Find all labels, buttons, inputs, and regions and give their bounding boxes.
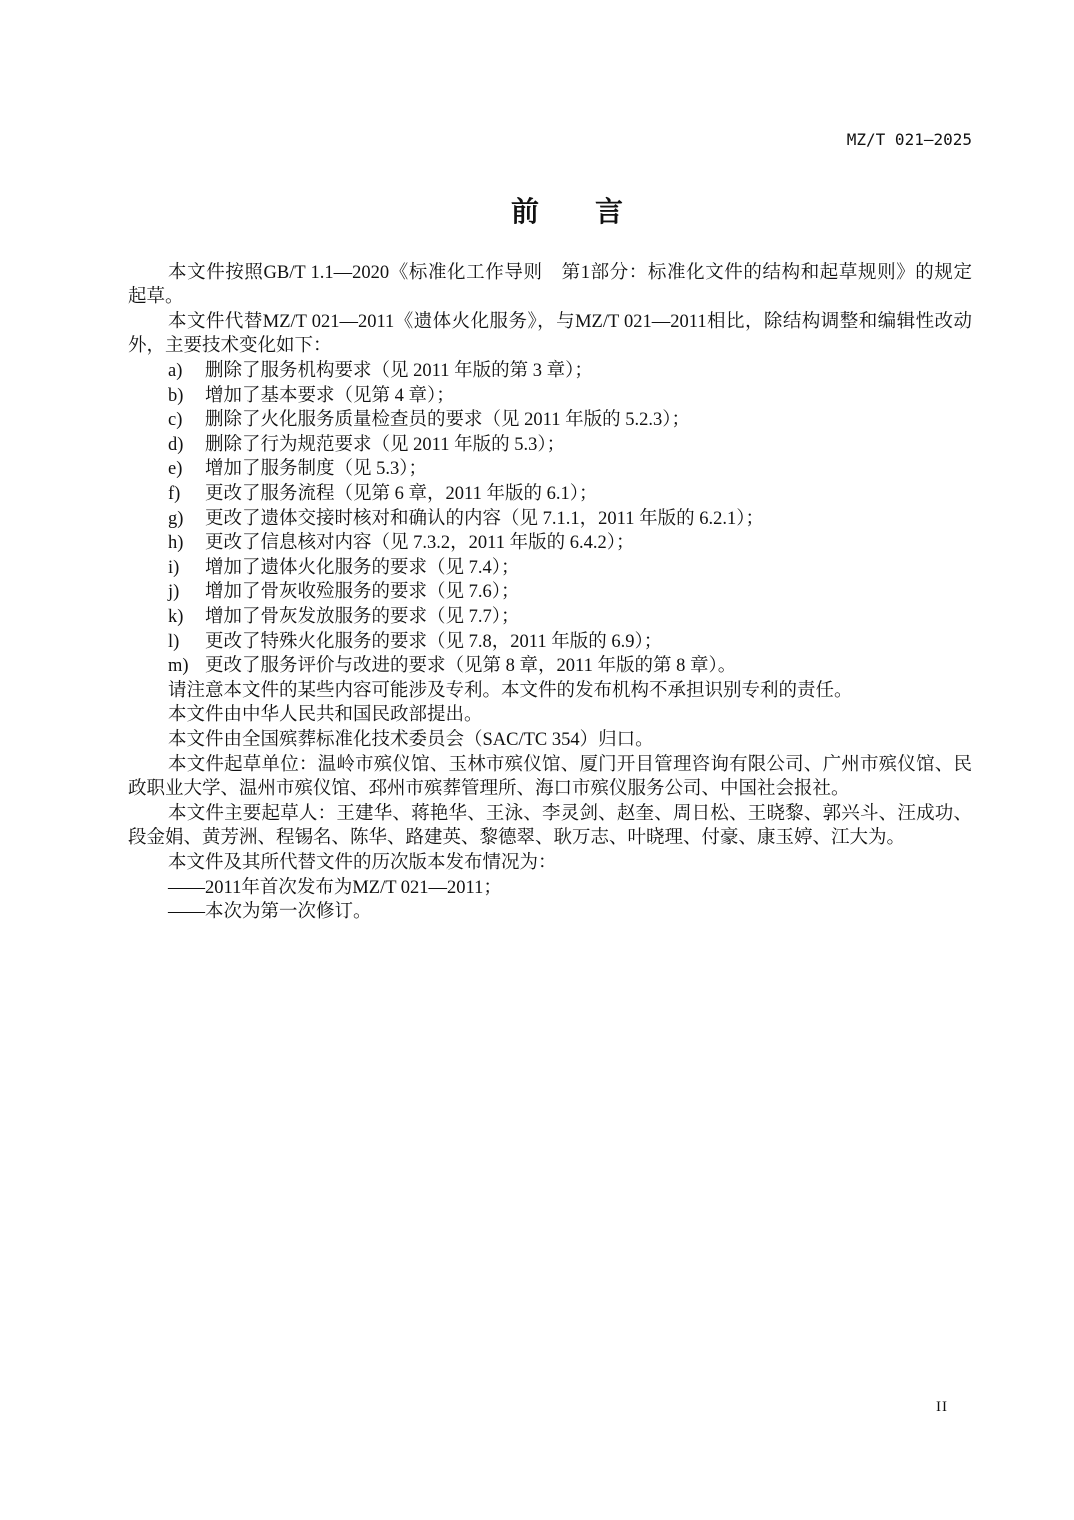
change-item-label: i) [168, 557, 180, 578]
change-item [168, 605, 972, 630]
change-item [168, 531, 972, 556]
centralized-by: 本文件由全国殡葬标准化技术委员会（SAC/TC 354）归口。 [168, 729, 654, 750]
change-item [168, 507, 972, 532]
change-item [168, 580, 972, 605]
drafting-basis-line-1: 本文件按照GB/T 1.1—2020《标准化工作导则 第1部分：标准化文件的结构和起草规则》的规定 [168, 262, 972, 283]
change-item-text: 更改了服务流程（见第 6 章，2011 年版的 6.1）； [205, 484, 598, 505]
change-item [168, 482, 972, 507]
replacement-line-1: 本文件代替MZ/T 021—2011《遗体火化服务》，与MZ/T 021—2011相比，除结构调整和编辑性改动 [168, 311, 972, 332]
change-item-label: e) [168, 459, 183, 480]
history-entry: ——本次为第一次修订。 [168, 902, 372, 923]
change-item [168, 359, 972, 384]
change-item-label: b) [168, 385, 184, 406]
change-item-label: j) [168, 582, 180, 603]
change-item-label: l) [168, 631, 180, 652]
change-item-text: 增加了遗体火化服务的要求（见 7.4）； [205, 557, 520, 578]
change-item-label: c) [168, 410, 183, 431]
change-item-text: 更改了信息核对内容（见 7.3.2，2011 年版的 6.4.2）； [205, 533, 635, 554]
change-item-text: 删除了服务机构要求（见 2011 年版的第 3 章）； [205, 361, 593, 382]
change-item-text: 增加了骨灰收殓服务的要求（见 7.6）； [205, 582, 520, 603]
history-intro: 本文件及其所代替文件的历次版本发布情况为： [168, 852, 557, 873]
change-item-label: m) [168, 656, 189, 677]
change-item [168, 556, 972, 581]
change-item-text: 删除了行为规范要求（见 2011 年版的 5.3）； [205, 434, 566, 455]
change-item [168, 654, 972, 679]
drafting-units-line-2: 政职业大学、温州市殡仪馆、邳州市殡葬管理所、海口市殡仪服务公司、中国社会报社。 [128, 779, 850, 800]
drafters-line-2: 段金娟、黄芳洲、程锡名、陈华、路建英、黎德翠、耿万志、叶晓理、付豪、康玉婷、江大为。 [128, 828, 906, 849]
change-item-text: 更改了服务评价与改进的要求（见第 8 章，2011 年版的第 8 章）。 [205, 656, 737, 677]
change-item-label: f) [168, 484, 181, 505]
change-item [168, 433, 972, 458]
change-item-label: d) [168, 434, 184, 455]
foreword-body [128, 261, 972, 925]
change-item-text: 增加了骨灰发放服务的要求（见 7.7）； [205, 607, 520, 627]
change-item-text: 更改了特殊火化服务的要求（见 7.8，2011 年版的 6.9）； [205, 631, 663, 652]
change-item [168, 408, 972, 433]
change-item-label: g) [168, 508, 184, 529]
drafters-line-1: 本文件主要起草人：王建华、蒋艳华、王泳、李灵剑、赵奎、周日松、王晓黎、郭兴斗、汪成功、 [168, 803, 972, 824]
change-item-label: h) [168, 533, 184, 554]
change-item [168, 384, 972, 409]
change-item-label: k) [168, 607, 184, 627]
standard-number: MZ/T 021—2025 [846, 130, 972, 149]
page-number: II [936, 1399, 948, 1415]
change-item-text: 增加了服务制度（见 5.3）； [205, 459, 428, 480]
change-item-label: a) [168, 361, 183, 382]
proposed-by: 本文件由中华人民共和国民政部提出。 [168, 705, 483, 726]
change-item-text: 更改了遗体交接时核对和确认的内容（见 7.1.1，2011 年版的 6.2.1）； [205, 508, 764, 529]
drafting-basis-line-2: 起草。 [128, 287, 184, 308]
change-item [168, 457, 972, 482]
change-item-text: 增加了基本要求（见第 4 章）； [205, 385, 455, 406]
change-item-text: 删除了火化服务质量检查员的要求（见 2011 年版的 5.2.3）； [205, 410, 690, 431]
drafting-units-line-1: 本文件起草单位：温岭市殡仪馆、玉林市殡仪馆、厦门开目管理咨询有限公司、广州市殡仪馆、民 [168, 754, 972, 775]
patent-notice: 请注意本文件的某些内容可能涉及专利。本文件的发布机构不承担识别专利的责任。 [168, 680, 853, 701]
page-title: 前 言 [510, 195, 637, 228]
history-entry: ——2011年首次发布为MZ/T 021—2011； [168, 877, 502, 898]
replacement-line-2: 外，主要技术变化如下： [128, 336, 332, 357]
change-item [168, 630, 972, 655]
